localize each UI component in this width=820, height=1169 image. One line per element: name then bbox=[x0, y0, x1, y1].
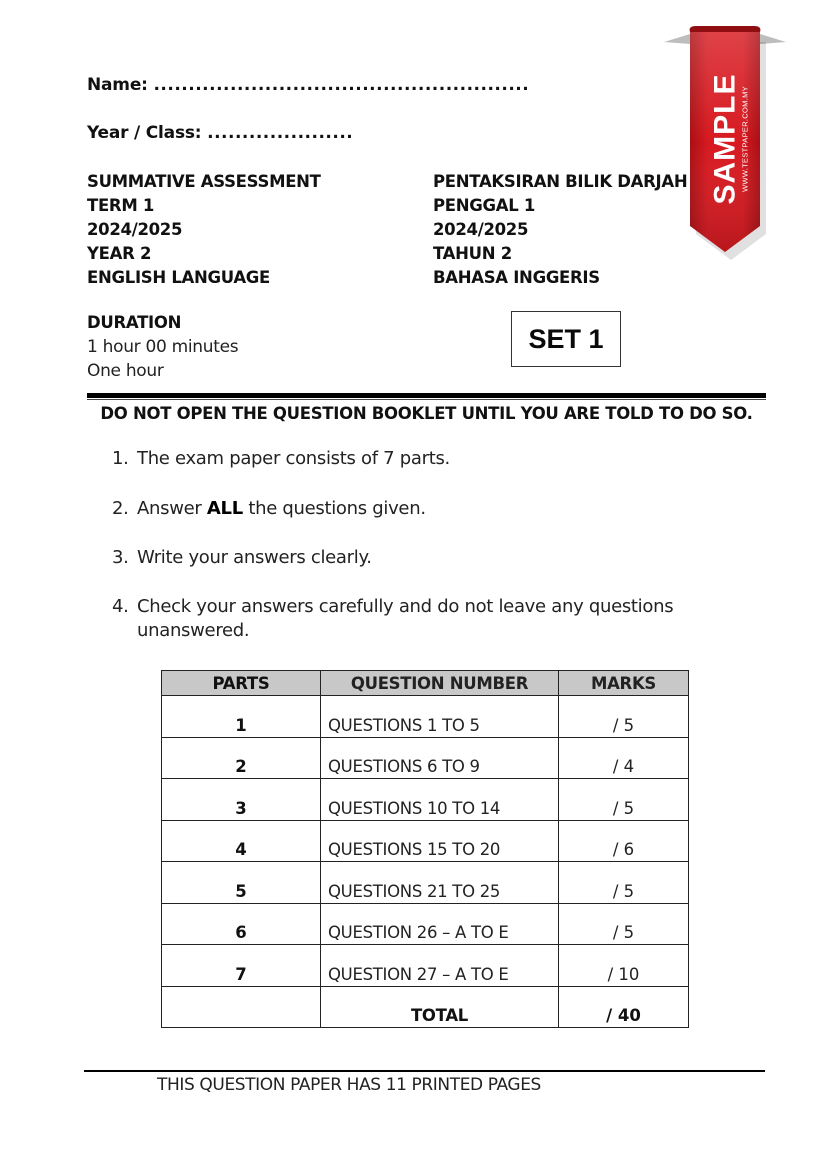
instruction-item bbox=[112, 596, 673, 641]
assessment-title-malay: PENTAKSIRAN BILIK DARJAH bbox=[433, 172, 688, 191]
part-number: 7 bbox=[162, 945, 321, 987]
year-class-field[interactable] bbox=[87, 123, 353, 143]
part-number: 2 bbox=[162, 737, 321, 779]
marks-table bbox=[161, 670, 689, 1028]
duration-block bbox=[87, 311, 238, 383]
total-marks[interactable]: / 40 bbox=[559, 986, 689, 1028]
instruction-text-emphasis: ALL bbox=[206, 498, 243, 519]
duration-label: DURATION bbox=[87, 313, 182, 332]
question-range: QUESTIONS 1 TO 5 bbox=[321, 696, 559, 738]
year-level: YEAR 2 bbox=[87, 244, 152, 263]
instruction-text: Check your answers carefully and do not leave any questions bbox=[137, 596, 674, 617]
part-number: 1 bbox=[162, 696, 321, 738]
name-dots: ...................................................... bbox=[153, 75, 530, 95]
session-year-malay: 2024/2025 bbox=[433, 220, 529, 239]
year-class-dots: ..................... bbox=[207, 123, 354, 143]
table-row bbox=[162, 820, 689, 862]
part-number: 4 bbox=[162, 820, 321, 862]
header-marks: MARKS bbox=[559, 671, 689, 696]
marks-cell[interactable]: / 5 bbox=[559, 779, 689, 821]
divider-thick bbox=[87, 393, 766, 398]
footer-page-count: THIS QUESTION PAPER HAS 11 PRINTED PAGES bbox=[157, 1075, 541, 1095]
marks-cell[interactable]: / 4 bbox=[559, 737, 689, 779]
info-english bbox=[87, 170, 321, 290]
total-label: TOTAL bbox=[321, 986, 559, 1028]
question-range: QUESTION 27 – A TO E bbox=[321, 945, 559, 987]
marks-cell[interactable]: / 5 bbox=[559, 903, 689, 945]
ribbon-label: SAMPLE bbox=[708, 73, 742, 205]
instruction-text-pre: Answer bbox=[137, 498, 207, 519]
marks-cell[interactable]: / 6 bbox=[559, 820, 689, 862]
year-level-malay: TAHUN 2 bbox=[433, 244, 512, 263]
name-label: Name: bbox=[87, 75, 148, 95]
question-range: QUESTIONS 6 TO 9 bbox=[321, 737, 559, 779]
header-question-number: QUESTION NUMBER bbox=[321, 671, 559, 696]
marks-cell[interactable]: / 5 bbox=[559, 696, 689, 738]
session-year: 2024/2025 bbox=[87, 220, 183, 239]
warning-text: DO NOT OPEN THE QUESTION BOOKLET UNTIL YOU ARE TOLD TO DO SO. bbox=[100, 404, 753, 423]
instruction-text-post: the questions given. bbox=[242, 498, 426, 519]
assessment-title: SUMMATIVE ASSESSMENT bbox=[87, 172, 321, 191]
subject-malay: BAHASA INGGERIS bbox=[433, 268, 600, 287]
question-range: QUESTIONS 21 TO 25 bbox=[321, 862, 559, 904]
instruction-text: The exam paper consists of 7 parts. bbox=[137, 448, 450, 469]
instruction-item bbox=[112, 547, 372, 568]
instruction-number: 1. bbox=[112, 448, 129, 469]
table-row bbox=[162, 862, 689, 904]
set-label-box bbox=[511, 311, 621, 367]
instruction-text-continued: unanswered. bbox=[137, 620, 250, 641]
instruction-number: 3. bbox=[112, 547, 129, 568]
table-row bbox=[162, 945, 689, 987]
table-row bbox=[162, 903, 689, 945]
footer-divider bbox=[84, 1070, 765, 1072]
total-empty-cell bbox=[162, 986, 321, 1028]
table-total-row bbox=[162, 986, 689, 1028]
ribbon-url: WWW.TESTPAPER.COM.MY bbox=[740, 86, 750, 192]
divider-thin bbox=[87, 399, 766, 400]
marks-cell[interactable]: / 5 bbox=[559, 862, 689, 904]
table-row bbox=[162, 779, 689, 821]
table-row bbox=[162, 737, 689, 779]
part-number: 3 bbox=[162, 779, 321, 821]
question-range: QUESTIONS 15 TO 20 bbox=[321, 820, 559, 862]
year-class-label: Year / Class: bbox=[87, 123, 202, 143]
name-field[interactable] bbox=[87, 75, 529, 95]
instruction-number: 2. bbox=[112, 498, 129, 519]
instruction-item bbox=[112, 498, 426, 519]
duration-numeric: 1 hour 00 minutes bbox=[87, 337, 239, 357]
table-row bbox=[162, 696, 689, 738]
question-range: QUESTIONS 10 TO 14 bbox=[321, 779, 559, 821]
question-range: QUESTION 26 – A TO E bbox=[321, 903, 559, 945]
set-label: SET 1 bbox=[528, 323, 604, 354]
instruction-number: 4. bbox=[112, 596, 129, 617]
instruction-text: Write your answers clearly. bbox=[137, 547, 372, 568]
marks-cell[interactable]: / 10 bbox=[559, 945, 689, 987]
part-number: 5 bbox=[162, 862, 321, 904]
instruction-item bbox=[112, 448, 450, 469]
duration-words: One hour bbox=[87, 361, 164, 381]
table-header-row bbox=[162, 671, 689, 696]
ribbon-text bbox=[700, 54, 760, 224]
part-number: 6 bbox=[162, 903, 321, 945]
term-malay: PENGGAL 1 bbox=[433, 196, 536, 215]
term: TERM 1 bbox=[87, 196, 155, 215]
sample-ribbon bbox=[664, 24, 786, 264]
header-parts: PARTS bbox=[162, 671, 321, 696]
info-malay bbox=[433, 170, 687, 290]
subject: ENGLISH LANGUAGE bbox=[87, 268, 271, 287]
